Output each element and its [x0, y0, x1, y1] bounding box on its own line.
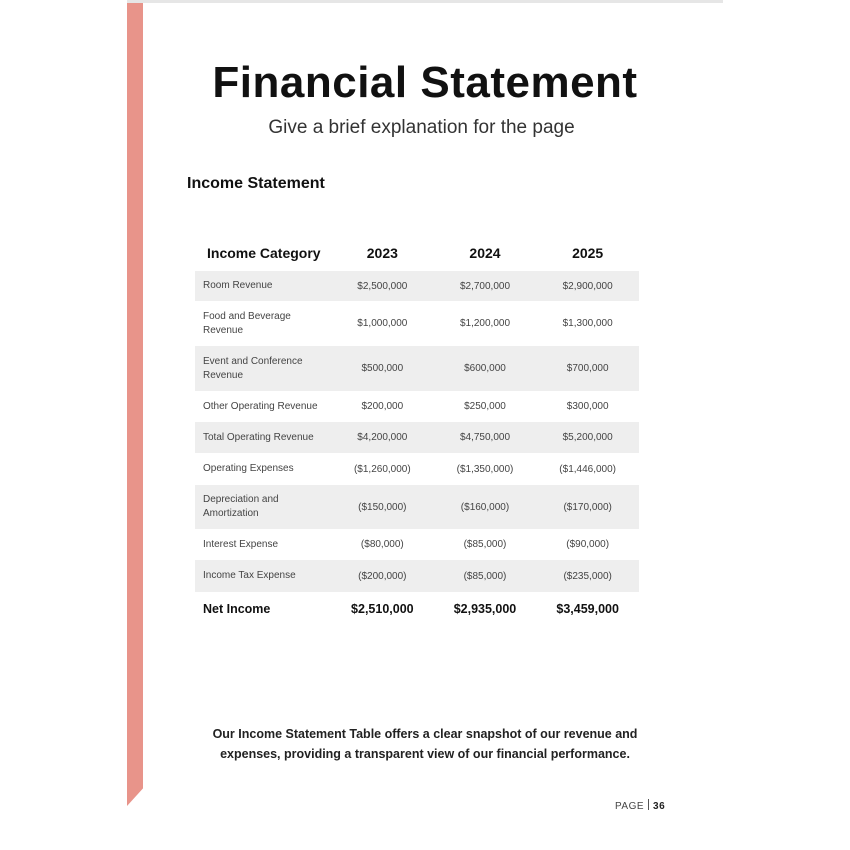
column-header: Income Category [207, 244, 321, 261]
cell-value: $3,459,000 [556, 601, 619, 616]
page-label: PAGE [615, 801, 645, 812]
cell-value: ($90,000) [566, 539, 610, 550]
table-row [195, 453, 639, 485]
net-income-row [195, 592, 639, 625]
row-label: Other Operating Revenue [203, 400, 318, 412]
cell-value: ($235,000) [536, 560, 639, 592]
page-subtitle: Give a brief explanation for the page [268, 117, 575, 138]
cell-value: ($1,350,000) [456, 463, 514, 475]
page-separator [648, 799, 649, 810]
cell-value: $5,200,000 [536, 422, 639, 453]
cell-value: $1,200,000 [459, 318, 511, 329]
cell-value: ($1,446,000) [559, 463, 617, 475]
cell-value: ($1,260,000) [353, 463, 411, 475]
row-label: Food and Beverage Revenue [203, 310, 291, 336]
row-label: Depreciation and Amortization [195, 485, 331, 529]
page-title: Financial Statement [212, 58, 638, 107]
section-title: Income Statement [187, 175, 325, 192]
cell-value: ($85,000) [463, 539, 507, 550]
cell-value: $300,000 [566, 401, 609, 412]
footer-description: Our Income Statement Table offers a clear snapshot of our revenue and expenses, providing a transparent view of our financial performance. [212, 727, 638, 761]
table-row [195, 529, 639, 560]
column-header: 2025 [572, 244, 604, 261]
cell-value: $2,500,000 [331, 271, 434, 301]
table-row [195, 560, 639, 592]
table-row [195, 271, 639, 301]
cell-value: ($170,000) [536, 485, 639, 529]
table-row [195, 422, 639, 453]
cell-value: $200,000 [361, 401, 404, 412]
row-label: Total Operating Revenue [195, 422, 331, 453]
table-header-row [195, 234, 639, 271]
cell-value: $4,750,000 [434, 422, 537, 453]
row-label: Income Tax Expense [195, 560, 331, 592]
cell-value: $2,900,000 [536, 271, 639, 301]
cell-value: $600,000 [434, 346, 537, 391]
table-row [195, 391, 639, 422]
row-label: Operating Expenses [203, 463, 294, 474]
row-label: Interest Expense [203, 538, 279, 550]
row-label: Net Income [203, 601, 271, 616]
table-row [195, 346, 639, 391]
cell-value: $2,510,000 [351, 601, 414, 616]
table-row [195, 485, 639, 529]
cell-value: ($200,000) [331, 560, 434, 592]
column-header: 2023 [366, 244, 398, 261]
cell-value: ($85,000) [434, 560, 537, 592]
page-number-value: 36 [653, 801, 666, 812]
cell-value: $2,700,000 [434, 271, 537, 301]
cell-value: $700,000 [536, 346, 639, 391]
cell-value: $250,000 [464, 401, 506, 412]
income-statement-table [195, 234, 639, 625]
cell-value: $500,000 [331, 346, 434, 391]
cell-value: ($150,000) [331, 485, 434, 529]
cell-value: $1,300,000 [562, 318, 613, 329]
cell-value: $2,935,000 [453, 601, 517, 616]
cell-value: ($160,000) [434, 485, 537, 529]
page-number [615, 799, 665, 812]
cell-value: $4,200,000 [331, 422, 434, 453]
row-label: Event and Conference Revenue [195, 346, 331, 391]
cell-value: ($80,000) [360, 539, 404, 550]
cell-value: $1,000,000 [357, 318, 408, 329]
row-label: Room Revenue [195, 271, 331, 301]
column-header: 2024 [469, 244, 501, 261]
table-row [195, 301, 639, 346]
